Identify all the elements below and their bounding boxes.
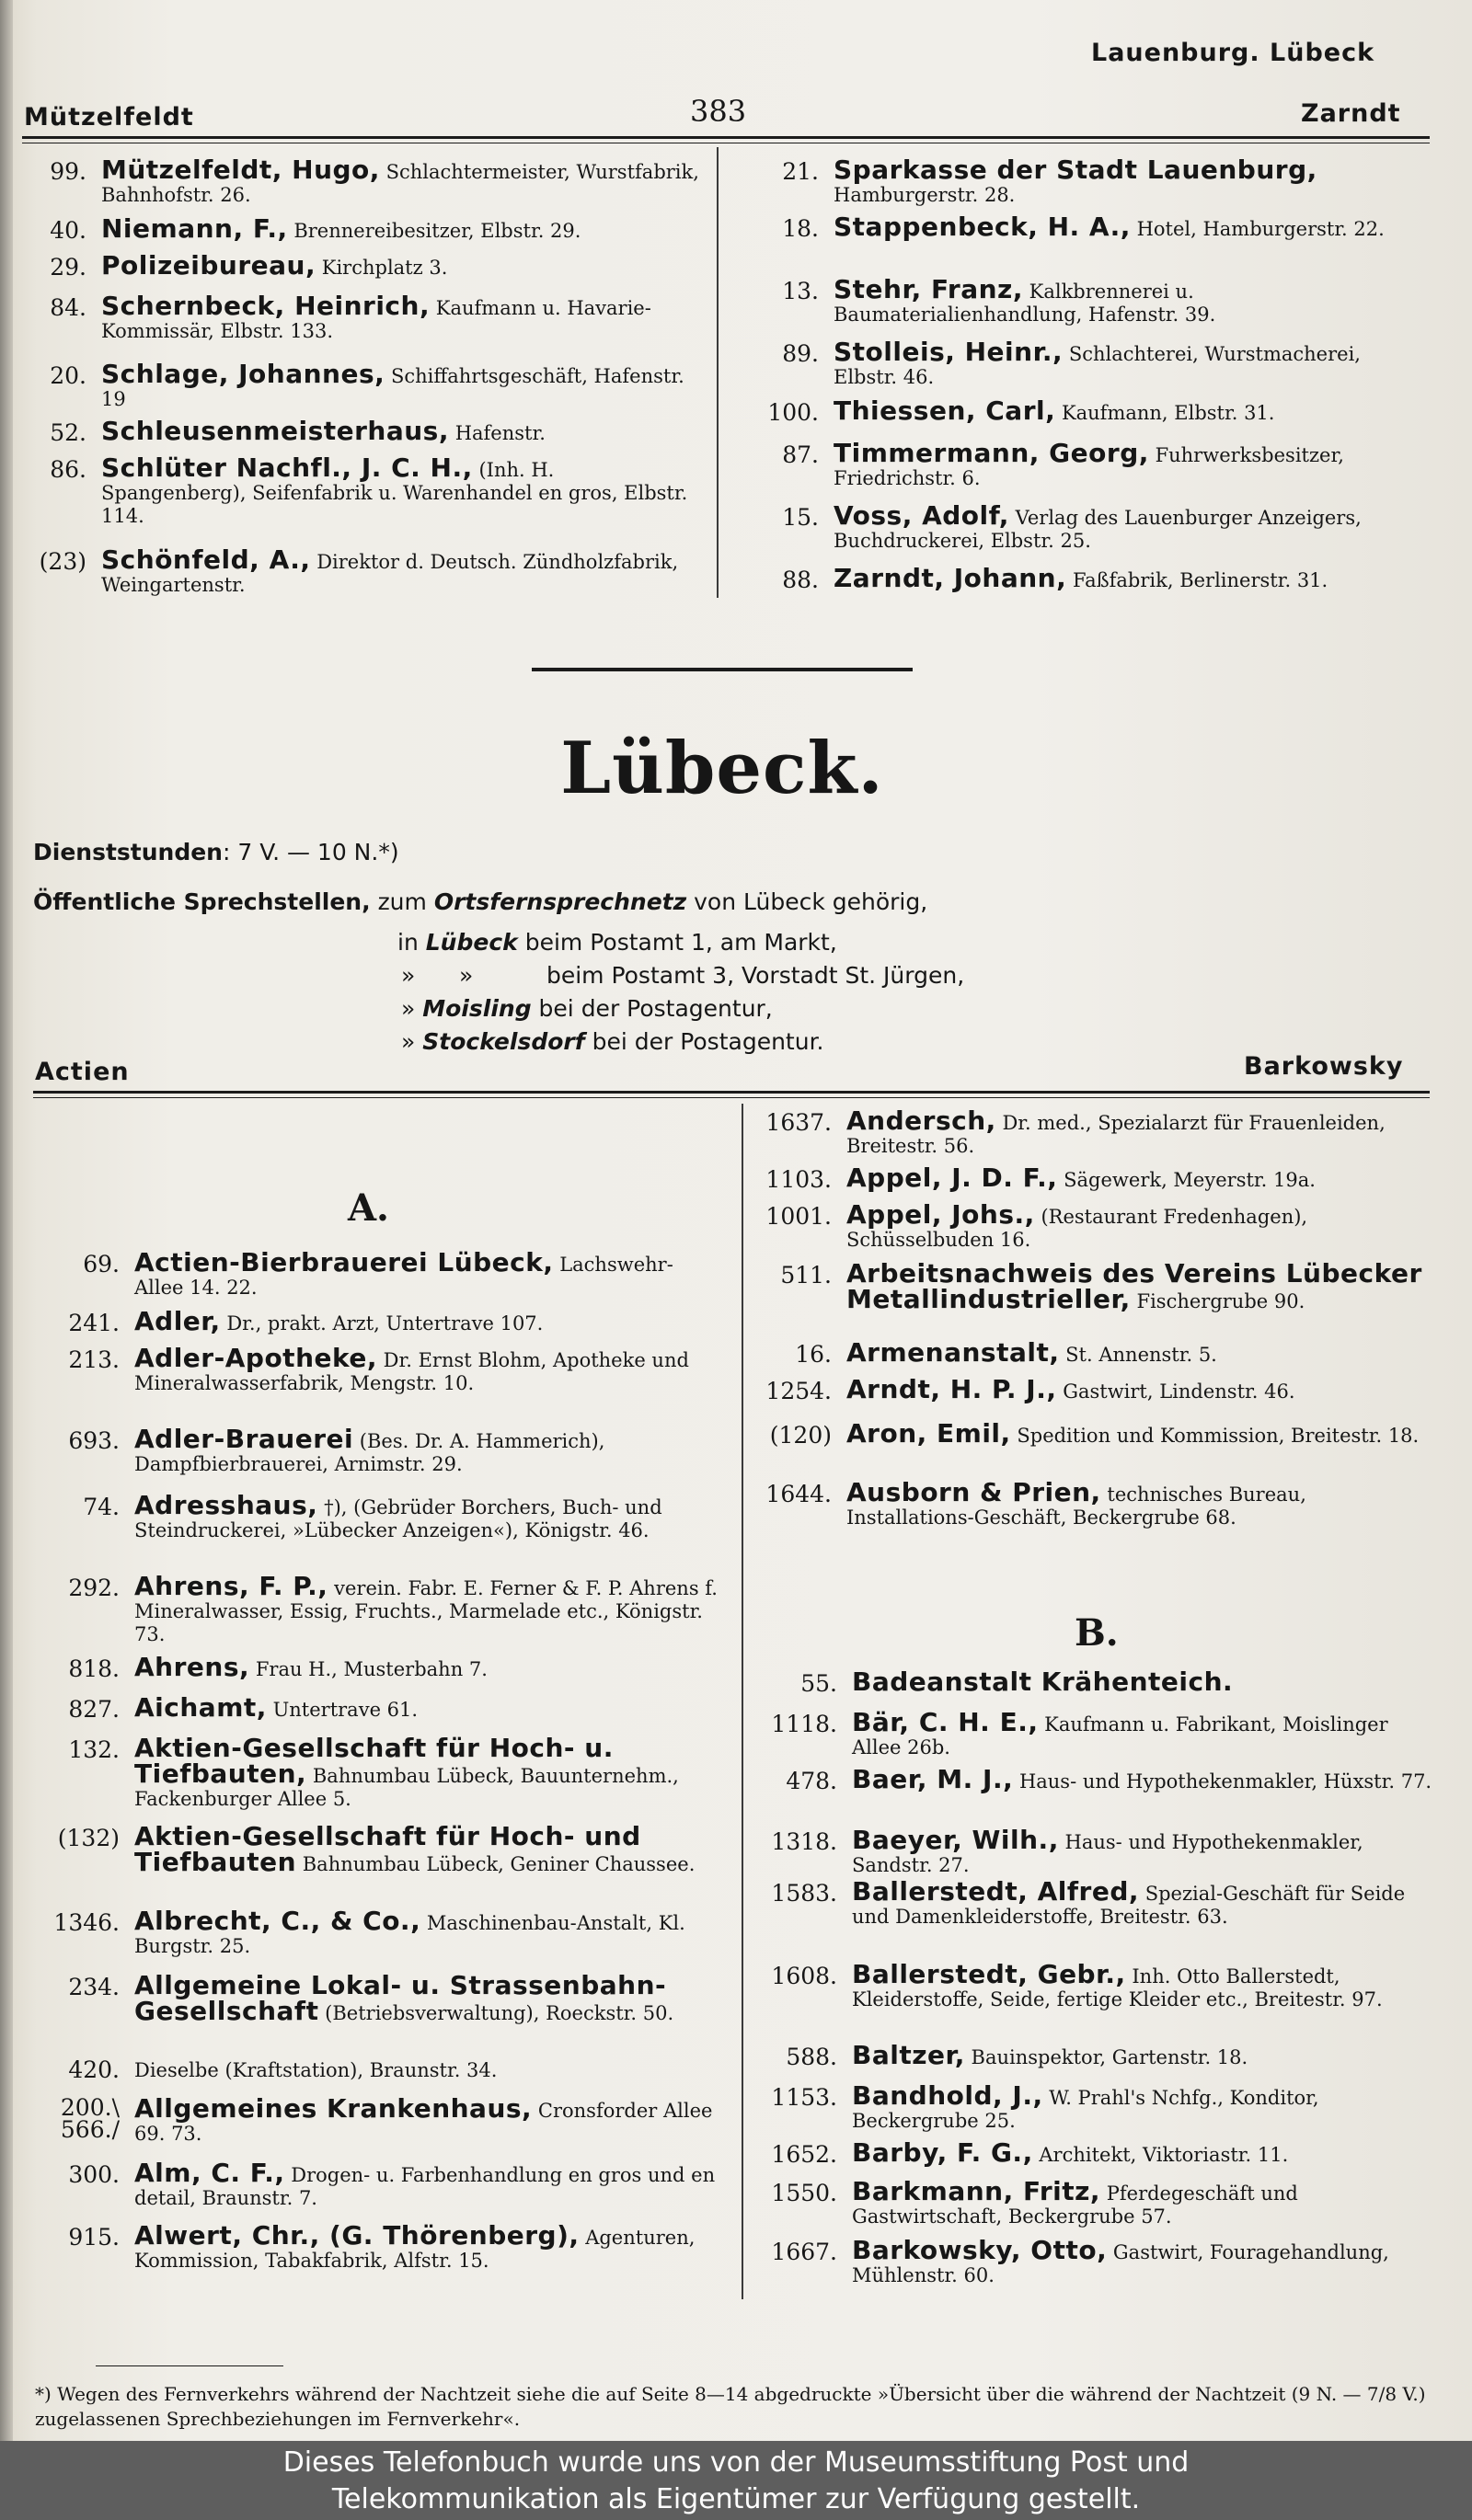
phone-number: 588.	[786, 2044, 837, 2070]
phone-number: 132.	[68, 1736, 120, 1763]
section-rule-thin	[33, 1097, 1430, 1098]
entry-description: Direktor d. Deutsch. Zündholzfabrik, Weingartenstr.	[101, 551, 679, 596]
entry-name: Allgemeines Krankenhaus,	[134, 2093, 533, 2124]
entry-name: Schleusenmeisterhaus,	[101, 416, 449, 446]
directory-entry	[764, 1667, 1435, 1698]
directory-entry	[28, 416, 699, 447]
entry-text	[852, 1707, 1435, 1759]
entry-text	[846, 1199, 1430, 1252]
phone-number: 1608.	[771, 1963, 837, 1989]
entry-description: Kirchplatz 3.	[321, 257, 448, 279]
entry-name: Alwert, Chr., (G. Thörenberg),	[134, 2220, 580, 2251]
phone-number: 88.	[782, 567, 819, 593]
phone-number: 1550.	[771, 2180, 837, 2206]
entry-name: Voss, Adolf,	[834, 500, 1009, 531]
entry-name: Schernbeck, Heinrich,	[101, 291, 431, 321]
entry-text	[101, 291, 699, 343]
entry-description: verein. Fabr. E. Ferner & F. P. Ahrens f. Mineralwasser, Essig, Fruchts., Marmelade etc., Königstr. 73.	[134, 1577, 718, 1645]
directory-entry	[764, 2040, 1435, 2071]
entry-description: Faßfabrik, Berlinerstr. 31.	[1072, 569, 1328, 591]
guide-word-right-2: Barkowsky	[1244, 1052, 1404, 1081]
entry-name: Sparkasse der Stadt Lauenburg,	[834, 155, 1317, 185]
entry-description: Dieselbe (Kraftstation), Braunstr. 34.	[134, 2059, 498, 2081]
entry-description: St. Annenstr. 5.	[1065, 1344, 1217, 1366]
entry-description: Pferdegeschäft und Gastwirtschaft, Beckergrube 57.	[852, 2182, 1298, 2228]
directory-entry	[28, 155, 699, 207]
entry-text	[134, 2158, 719, 2210]
phone-number: 1644.	[765, 1481, 832, 1507]
entry-description: Lachswehr-Allee 14. 22.	[134, 1254, 673, 1299]
phone-number: 18.	[782, 215, 819, 242]
directory-entry	[743, 155, 1424, 207]
phone-number: 29.	[50, 254, 86, 281]
entry-description: (Inh. H. Spangenberg), Seifenfabrik u. Warenhandel en gros, Elbstr. 114.	[101, 459, 688, 527]
entry-name: Aron, Emil,	[846, 1418, 1011, 1449]
phone-number: 40.	[50, 217, 86, 244]
banner-line-2: Telekommunikation als Eigentümer zur Verfügung gestellt.	[331, 2483, 1141, 2515]
phone-number: 292.	[68, 1575, 120, 1601]
entry-description: Gastwirt, Fouragehandlung, Mühlenstr. 60.	[852, 2241, 1389, 2286]
public-stations-label: Öffentliche Sprechstellen,	[33, 888, 371, 915]
directory-entry	[40, 2158, 719, 2210]
entry-name: Ahrens,	[134, 1652, 250, 1682]
entry-name: Zarndt, Johann,	[834, 563, 1067, 593]
phone-number: 1652.	[771, 2141, 837, 2168]
station-line-4-place: Stockelsdorf	[422, 1028, 585, 1055]
phone-number: 1667.	[771, 2239, 837, 2265]
phone-number: 420.	[68, 2056, 120, 2083]
phone-number: 818.	[68, 1655, 120, 1682]
entry-description: Kalkbrennerei u. Baumaterialienhandlung, Hafenstr. 39.	[834, 281, 1216, 326]
phone-number: 84.	[50, 294, 86, 321]
entry-text	[834, 212, 1424, 242]
entry-name: Timmermann, Georg,	[834, 438, 1149, 468]
entry-name: Stappenbeck, H. A.,	[834, 212, 1131, 242]
entry-text	[834, 500, 1424, 553]
entry-name: Allgemeine Lokal- u. Strassenbahn-Gesellschaft	[134, 1970, 667, 2026]
directory-entry	[764, 2080, 1435, 2133]
entry-name: Baer, M. J.,	[852, 1764, 1014, 1794]
entry-text	[134, 1424, 719, 1476]
guide-word-left-2: Actien	[35, 1058, 130, 1086]
phone-number: 1318.	[771, 1828, 837, 1855]
phone-number: 69.	[83, 1251, 120, 1277]
entry-name: Stolleis, Heinr.,	[834, 337, 1064, 367]
left-guide-word: Mützelfeldt	[24, 103, 194, 132]
entry-name: Aktien-Gesellschaft für Hoch- und Tiefbauten	[134, 1821, 641, 1877]
directory-entry	[28, 213, 699, 245]
directory-entry	[40, 1692, 719, 1724]
entry-text	[834, 155, 1424, 207]
entry-name: Adler-Apotheke,	[134, 1343, 377, 1373]
entry-description: Fuhrwerksbesitzer, Friedrichstr. 6.	[834, 444, 1344, 489]
ownership-banner	[0, 2441, 1472, 2520]
directory-entry	[764, 2137, 1435, 2169]
entry-description: Gastwirt, Lindenstr. 46.	[1063, 1380, 1295, 1403]
entry-text	[834, 563, 1424, 593]
entry-name: Bandhold, J.,	[852, 2080, 1043, 2111]
directory-entry	[743, 438, 1424, 490]
directory-entry	[764, 1876, 1435, 1929]
entry-description: †), (Gebrüder Borchers, Buch- und Steindruckerei, »Lübecker Anzeigen«), Königstr. 46.	[134, 1496, 662, 1541]
directory-entry	[40, 1970, 719, 2026]
entry-text	[101, 416, 699, 446]
station-line-2-post: beim Postamt 3, Vorstadt St. Jürgen,	[546, 962, 965, 989]
entry-description: Untertrave 61.	[272, 1699, 419, 1721]
entry-text	[134, 2056, 719, 2082]
entry-text	[834, 395, 1424, 426]
entry-text	[852, 2040, 1435, 2070]
phone-number: 1001.	[765, 1203, 832, 1230]
directory-entry	[40, 1343, 719, 1395]
station-line-2	[401, 962, 964, 989]
header-rule	[22, 136, 1430, 139]
entry-name: Adler-Brauerei	[134, 1424, 354, 1454]
entry-name: Bär, C. H. E.,	[852, 1707, 1039, 1737]
directory-entry	[28, 452, 699, 528]
directory-entry	[764, 1825, 1435, 1877]
phone-number: (23)	[39, 548, 86, 575]
entry-name: Stehr, Franz,	[834, 274, 1023, 304]
entry-text	[134, 1490, 719, 1542]
phone-number: 21.	[782, 158, 819, 185]
phone-number: 52.	[50, 419, 86, 446]
entry-name: Arndt, H. P. J.,	[846, 1374, 1057, 1404]
directory-entry	[764, 1959, 1435, 2011]
phone-number: 234.	[68, 1974, 120, 2000]
phone-number: 87.	[782, 441, 819, 468]
entry-text	[134, 1306, 719, 1336]
entry-name: Badeanstalt Krähenteich.	[852, 1667, 1234, 1697]
station-line-3-post: bei der Postagentur,	[538, 995, 773, 1022]
entry-text	[134, 1733, 719, 1811]
entry-name: Appel, Johs.,	[846, 1199, 1035, 1230]
directory-entry	[758, 1418, 1430, 1449]
entry-text	[852, 2235, 1435, 2287]
station-line-1-post: beim Postamt 1, am Markt,	[524, 929, 837, 956]
entry-text	[834, 337, 1424, 389]
phone-number: 1637.	[765, 1109, 832, 1136]
entry-text	[846, 1337, 1430, 1368]
entry-name: Adresshaus,	[134, 1490, 318, 1520]
entry-text	[134, 1343, 719, 1395]
directory-entry	[764, 2176, 1435, 2228]
entry-description: Fischergrube 90.	[1136, 1290, 1305, 1312]
entry-text	[852, 1667, 1435, 1697]
directory-entry	[758, 1199, 1430, 1252]
phone-number: (132)	[57, 1825, 120, 1851]
entry-name: Schlüter Nachfl., J. C. H.,	[101, 452, 473, 483]
phone-number: 15.	[782, 504, 819, 531]
letter-heading-b: B.	[1075, 1611, 1119, 1655]
directory-entry	[28, 291, 699, 343]
directory-entry	[764, 1707, 1435, 1759]
station-line-1-pre: in	[397, 929, 419, 956]
entry-text	[101, 250, 699, 281]
entry-text	[134, 1906, 719, 1958]
entry-description: Dr., prakt. Arzt, Untertrave 107.	[226, 1312, 544, 1334]
phone-number: 1254.	[765, 1378, 832, 1404]
entry-name: Armenanstalt,	[846, 1337, 1060, 1368]
entry-description: (Betriebsverwaltung), Roeckstr. 50.	[325, 2002, 674, 2024]
directory-entry	[28, 250, 699, 281]
entry-description: W. Prahl's Nchfg., Konditor, Beckergrube 25.	[852, 2087, 1319, 2132]
phone-number: 55.	[800, 1670, 837, 1697]
entry-description: Hotel, Hamburgerstr. 22.	[1136, 218, 1385, 240]
directory-entry	[758, 1163, 1430, 1194]
entry-text	[852, 2080, 1435, 2133]
entry-name: Actien-Bierbrauerei Lübeck,	[134, 1247, 554, 1277]
phone-number: 1103.	[765, 1166, 832, 1193]
public-stations	[33, 888, 927, 915]
entry-name: Albrecht, C., & Co.,	[134, 1906, 421, 1936]
page-edge	[0, 0, 13, 2441]
entry-description: Schlachterei, Wurstmacherei, Elbstr. 46.	[834, 343, 1361, 388]
station-line-3-mark: »	[401, 995, 416, 1022]
station-line-2-marks: » »	[401, 962, 474, 989]
entry-text	[852, 2137, 1435, 2168]
entry-description: Bahnumbau Lübeck, Bauunternehm., Fackenburger Allee 5.	[134, 1765, 679, 1810]
entry-text	[134, 2220, 719, 2273]
phone-number: 1118.	[771, 1711, 837, 1737]
station-line-4	[401, 1028, 824, 1055]
directory-entry	[758, 1374, 1430, 1405]
entry-name: Ballerstedt, Gebr.,	[852, 1959, 1126, 1989]
entry-name: Ausborn & Prien,	[846, 1477, 1101, 1507]
entry-text	[846, 1418, 1430, 1449]
entry-text	[846, 1477, 1430, 1529]
entry-name: Barkowsky, Otto,	[852, 2235, 1108, 2265]
phone-number: 13.	[782, 278, 819, 304]
directory-entry	[28, 359, 699, 411]
running-title: Lauenburg. Lübeck	[1091, 39, 1375, 67]
entry-description: Hamburgerstr. 28.	[834, 184, 1016, 206]
directory-entry	[758, 1337, 1430, 1369]
phone-number: 478.	[786, 1768, 837, 1794]
directory-entry	[40, 1247, 719, 1300]
directory-entry	[758, 1258, 1430, 1314]
entry-name: Ballerstedt, Alfred,	[852, 1876, 1140, 1907]
directory-entry	[40, 1490, 719, 1542]
entry-text	[134, 1247, 719, 1300]
phone-number: 213.	[68, 1346, 120, 1373]
service-hours-label: Dienststunden	[33, 839, 223, 865]
directory-entry	[40, 1733, 719, 1811]
directory-entry	[764, 1764, 1435, 1795]
entry-text	[852, 1764, 1435, 1794]
directory-entry	[743, 500, 1424, 553]
entry-text	[134, 1652, 719, 1682]
entry-description: Schiffahrtsgeschäft, Hafenstr. 19	[101, 365, 684, 410]
station-line-4-mark: »	[401, 1028, 416, 1055]
directory-entry	[758, 1105, 1430, 1158]
phone-number: 241.	[68, 1310, 120, 1336]
section-separator	[532, 668, 913, 671]
phone-number: 693.	[68, 1427, 120, 1454]
directory-entry	[40, 1906, 719, 1958]
footnote: *) Wegen des Fernverkehrs während der Nachtzeit siehe die auf Seite 8—14 abgedruckte »Übersicht über die während der Nachtzeit (9 N. — 7/8 V.) zugelassenen Sprechbeziehungen im Fernverkehr«.	[35, 2383, 1426, 2430]
directory-entry	[40, 1571, 719, 1646]
entry-text	[101, 544, 699, 597]
entry-name: Adler,	[134, 1306, 221, 1336]
directory-entry	[743, 212, 1424, 243]
entry-name: Schönfeld, A.,	[101, 544, 311, 575]
directory-entry	[40, 2220, 719, 2273]
right-guide-word: Zarndt	[1301, 99, 1401, 128]
entry-description: Dr. med., Spezialarzt für Frauenleiden, Breitestr. 56.	[846, 1112, 1386, 1157]
station-line-3	[401, 995, 773, 1022]
footnote-rule	[96, 2365, 283, 2366]
entry-description: (Restaurant Fredenhagen), Schüsselbuden 16.	[846, 1206, 1308, 1251]
entry-text	[134, 1571, 719, 1646]
entry-description: Kaufmann, Elbstr. 31.	[1061, 402, 1275, 424]
section-rule	[33, 1091, 1430, 1094]
entry-description: Spezial-Geschäft für Seide und Damenkleiderstoffe, Breitestr. 63.	[852, 1883, 1406, 1928]
entry-name: Polizeibureau,	[101, 250, 316, 281]
entry-description: Haus- und Hypothekenmakler, Sandstr. 27.	[852, 1831, 1363, 1876]
entry-text	[846, 1258, 1430, 1314]
banner-line-1: Dieses Telefonbuch wurde uns von der Museumsstiftung Post und	[282, 2446, 1190, 2479]
entry-description: Sägewerk, Meyerstr. 19a.	[1064, 1169, 1316, 1191]
city-heading: Lübeck.	[560, 727, 884, 810]
phone-number: (120)	[769, 1422, 832, 1449]
entry-text	[852, 1876, 1435, 1929]
entry-name: Niemann, F.,	[101, 213, 288, 244]
directory-entry	[743, 337, 1424, 389]
directory-entry	[743, 563, 1424, 594]
entry-name: Schlage, Johannes,	[101, 359, 385, 389]
service-hours-value: : 7 V. — 10 N.*)	[222, 839, 399, 865]
entry-description: Haus- und Hypothekenmakler, Hüxstr. 77.	[1018, 1770, 1432, 1793]
entry-description: Cronsforder Allee 69. 73.	[134, 2100, 713, 2145]
entry-name: Thiessen, Carl,	[834, 395, 1056, 426]
entry-name: Alm, C. F.,	[134, 2158, 285, 2188]
public-stations-text-b: von Lübeck gehörig,	[694, 888, 928, 915]
entry-description: Kaufmann u. Fabrikant, Moislinger Allee 26b.	[852, 1713, 1388, 1758]
entry-text	[852, 1959, 1435, 2011]
phone-number: 1153.	[771, 2084, 837, 2111]
letter-heading-a: A.	[348, 1186, 389, 1230]
entry-description: (Bes. Dr. A. Hammerich), Dampfbierbrauerei, Arnimstr. 29.	[134, 1430, 605, 1475]
entry-description: Bahnumbau Lübeck, Geniner Chaussee.	[302, 1853, 696, 1875]
phone-number: 1583.	[771, 1880, 837, 1907]
directory-entry	[743, 395, 1424, 427]
phone-number: 915.	[68, 2224, 120, 2251]
entry-name: Baeyer, Wilh.,	[852, 1825, 1059, 1855]
entry-text	[834, 438, 1424, 490]
phone-number: 511.	[780, 1262, 832, 1289]
entry-name: Aichamt,	[134, 1692, 267, 1723]
entry-name: Baltzer,	[852, 2040, 965, 2070]
phone-number: 74.	[83, 1494, 120, 1520]
entry-text	[846, 1374, 1430, 1404]
entry-text	[134, 1692, 719, 1723]
directory-entry	[40, 2056, 719, 2084]
entry-description: Hafenstr.	[454, 422, 546, 444]
station-line-1	[397, 929, 837, 956]
entry-description: Maschinenbau-Anstalt, Kl. Burgstr. 25.	[134, 1912, 685, 1957]
entry-text	[101, 213, 699, 244]
station-line-4-post: bei der Postagentur.	[592, 1028, 824, 1055]
entry-text	[134, 2093, 719, 2146]
phone-number: 300.	[68, 2161, 120, 2188]
entry-description: Frau H., Musterbahn 7.	[255, 1658, 488, 1680]
entry-text	[852, 2176, 1435, 2228]
station-line-3-place: Moisling	[422, 995, 532, 1022]
phone-number: 20.	[50, 362, 86, 389]
directory-entry	[40, 1424, 719, 1476]
entry-description: Spedition und Kommission, Breitestr. 18.	[1017, 1425, 1420, 1447]
entry-description: Brennereibesitzer, Elbstr. 29.	[293, 220, 581, 242]
directory-entry	[743, 274, 1424, 326]
entry-name: Barby, F. G.,	[852, 2137, 1033, 2168]
entry-text	[101, 155, 699, 207]
entry-description: Schlachtermeister, Wurstfabrik, Bahnhofstr. 26.	[101, 161, 699, 206]
phone-number: 200.\ 566./	[60, 2094, 120, 2143]
phone-number: 86.	[50, 456, 86, 483]
entry-text	[834, 274, 1424, 326]
entry-name: Appel, J. D. F.,	[846, 1163, 1058, 1193]
entry-text	[846, 1105, 1430, 1158]
entry-text	[852, 1825, 1435, 1877]
entry-name: Barkmann, Fritz,	[852, 2176, 1101, 2206]
entry-description: technisches Bureau, Installations-Geschäft, Beckergrube 68.	[846, 1483, 1306, 1529]
entry-description: Agenturen, Kommission, Tabakfabrik, Alfstr. 15.	[134, 2227, 696, 2272]
entry-text	[846, 1163, 1430, 1193]
entry-description: Inh. Otto Ballerstedt, Kleiderstoffe, Seide, fertige Kleider etc., Breitestr. 97.	[852, 1965, 1383, 2010]
entry-text	[134, 1821, 719, 1877]
directory-entry	[28, 544, 699, 597]
phone-number: 16.	[795, 1341, 832, 1368]
entry-description: Kaufmann u. Havarie-Kommissär, Elbstr. 133.	[101, 297, 651, 342]
phone-number: 827.	[68, 1696, 120, 1723]
station-line-1-place: Lübeck	[425, 929, 518, 956]
entry-name: Arbeitsnachweis des Vereins Lübecker Metallindustrieller,	[846, 1258, 1422, 1314]
entry-name: Andersch,	[846, 1105, 996, 1136]
entry-description: Verlag des Lauenburger Anzeigers, Buchdruckerei, Elbstr. 25.	[834, 507, 1362, 552]
directory-entry	[40, 2093, 719, 2146]
entry-name: Ahrens, F. P.,	[134, 1571, 328, 1601]
column-divider-top	[717, 147, 719, 598]
directory-entry	[758, 1477, 1430, 1529]
page-number: 383	[690, 94, 747, 129]
phone-number: 100.	[767, 399, 819, 426]
entry-text	[101, 359, 699, 411]
phone-number: 1346.	[53, 1909, 120, 1936]
directory-entry	[40, 1306, 719, 1337]
phone-number: 89.	[782, 340, 819, 367]
public-stations-net: Ortsfernsprechnetz	[433, 888, 687, 915]
entry-name: Mützelfeldt, Hugo,	[101, 155, 380, 185]
entry-description: Bauinspektor, Gartenstr. 18.	[971, 2046, 1248, 2068]
entry-text	[101, 452, 699, 528]
directory-entry	[40, 1652, 719, 1683]
column-divider-bottom	[742, 1104, 743, 2299]
entry-name: Aktien-Gesellschaft für Hoch- u. Tiefbauten,	[134, 1733, 614, 1789]
entry-text	[134, 1970, 719, 2026]
service-hours	[33, 839, 399, 865]
entry-description: Dr. Ernst Blohm, Apotheke und Mineralwasserfabrik, Mengstr. 10.	[134, 1349, 689, 1394]
directory-entry	[40, 1821, 719, 1877]
public-stations-text-a: zum	[377, 888, 427, 915]
phone-number: 99.	[50, 158, 86, 185]
entry-description: Architekt, Viktoriastr. 11.	[1039, 2144, 1289, 2166]
directory-entry	[764, 2235, 1435, 2287]
entry-description: Drogen- u. Farbenhandlung en gros und en detail, Braunstr. 7.	[134, 2164, 716, 2209]
